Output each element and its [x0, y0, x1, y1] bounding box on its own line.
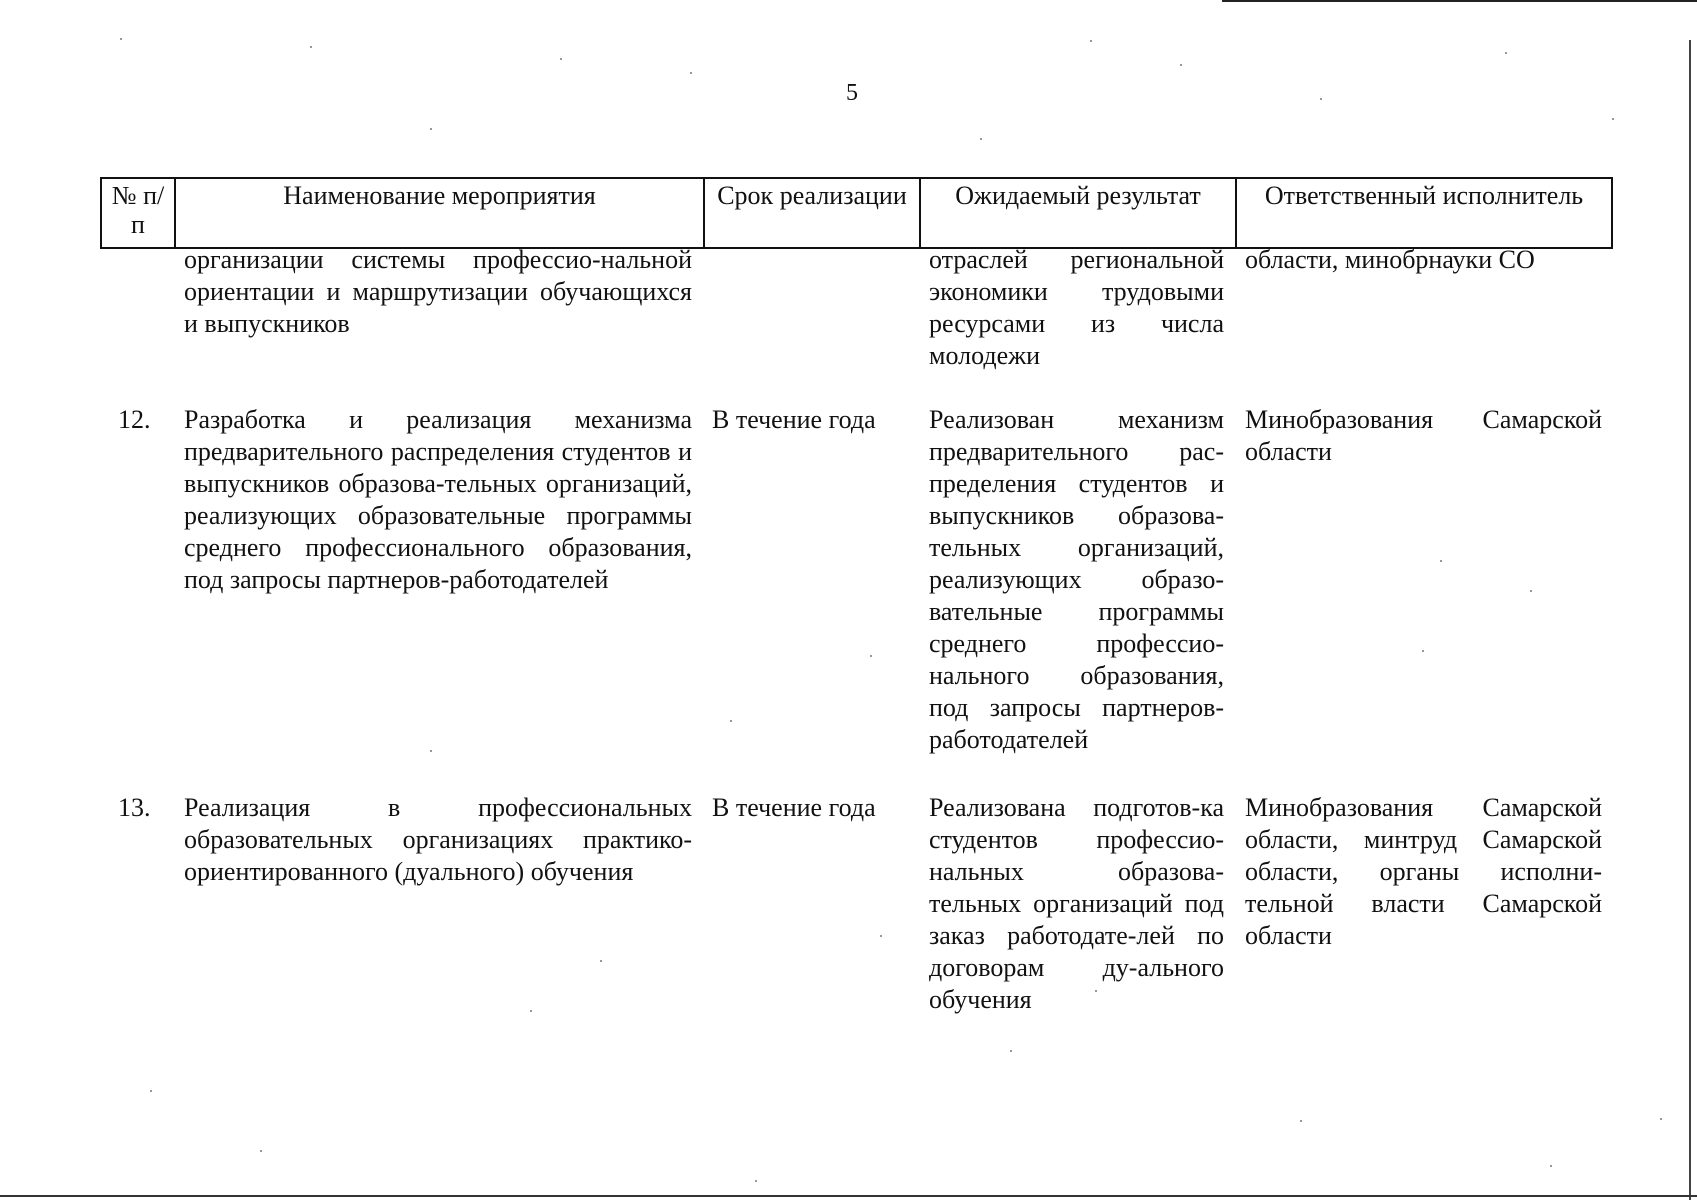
- row-result: отраслей региональной экономики трудовыми ресурсами из числа молодежи: [929, 245, 1224, 370]
- scan-speck: [120, 38, 122, 40]
- scan-speck: [1300, 1120, 1302, 1122]
- header-number: № п/п: [101, 178, 175, 248]
- row-number: 12.: [118, 405, 151, 434]
- page-right-rule: [1689, 40, 1691, 1200]
- scan-speck: [430, 750, 432, 752]
- scan-speck: [600, 960, 602, 962]
- scan-speck: [690, 72, 692, 74]
- row-result: Реализована подготов-ка студентов профессио-нальных образова-тельных организаций под заказ работодате-лей по договорам ду-ального обучения: [929, 793, 1224, 1014]
- header-result: Ожидаемый результат: [920, 178, 1236, 248]
- row-executor: Минобразования Самарской области: [1245, 405, 1602, 466]
- header-executor: Ответственный исполнитель: [1236, 178, 1612, 248]
- scan-speck: [1095, 990, 1097, 992]
- scan-speck: [1550, 1165, 1552, 1167]
- page-number: 5: [846, 80, 858, 106]
- scan-speck: [1440, 560, 1442, 562]
- scan-speck: [1090, 40, 1092, 42]
- scan-speck: [980, 138, 982, 140]
- page-top-rule: [1222, 0, 1697, 2]
- scan-speck: [1010, 1050, 1012, 1052]
- scan-speck: [730, 720, 732, 722]
- row-executor: области, минобрнауки СО: [1245, 245, 1535, 274]
- table-header: [100, 177, 1613, 249]
- row-term: В течение года: [712, 405, 876, 434]
- row-result: Реализован механизм предварительного рас-пределения студентов и выпускников образова-тельных организаций, реализующих образо-вательные программы среднего профессио-нального образования, под запросы партнеров-работодателей: [929, 405, 1224, 754]
- row-term: В течение года: [712, 793, 876, 822]
- scan-speck: [560, 58, 562, 60]
- scan-speck: [1660, 1118, 1662, 1120]
- scan-speck: [870, 655, 872, 657]
- scan-speck: [1320, 98, 1322, 100]
- scan-speck: [530, 1010, 532, 1012]
- scan-speck: [755, 1180, 757, 1182]
- scan-speck: [1422, 650, 1424, 652]
- scan-speck: [880, 935, 882, 937]
- scan-speck: [260, 1150, 262, 1152]
- row-number: 13.: [118, 793, 151, 822]
- row-name: организации системы профессио-нальной ориентации и маршрутизации обучающихся и выпускников: [184, 245, 692, 338]
- scan-speck: [1505, 52, 1507, 54]
- scan-speck: [1180, 64, 1182, 66]
- page-bottom-rule: [0, 1195, 1697, 1197]
- scan-speck: [310, 46, 312, 48]
- scan-speck: [1612, 118, 1614, 120]
- header-term: Срок реализации: [704, 178, 920, 248]
- row-name: Реализация в профессиональных образовательных организациях практико-ориентированного (дуального) обучения: [184, 793, 692, 886]
- header-name: Наименование мероприятия: [175, 178, 704, 248]
- scan-speck: [150, 1090, 152, 1092]
- scan-speck: [430, 128, 432, 130]
- row-executor: Минобразования Самарской области, минтруд Самарской области, органы исполни-тельной власти Самарской области: [1245, 793, 1602, 950]
- row-name: Разработка и реализация механизма предварительного распределения студентов и выпускников образова-тельных организаций, реализующих образовательные программы среднего профессионального образования, под запросы партнеров-работодателей: [184, 405, 692, 594]
- scan-speck: [1530, 590, 1532, 592]
